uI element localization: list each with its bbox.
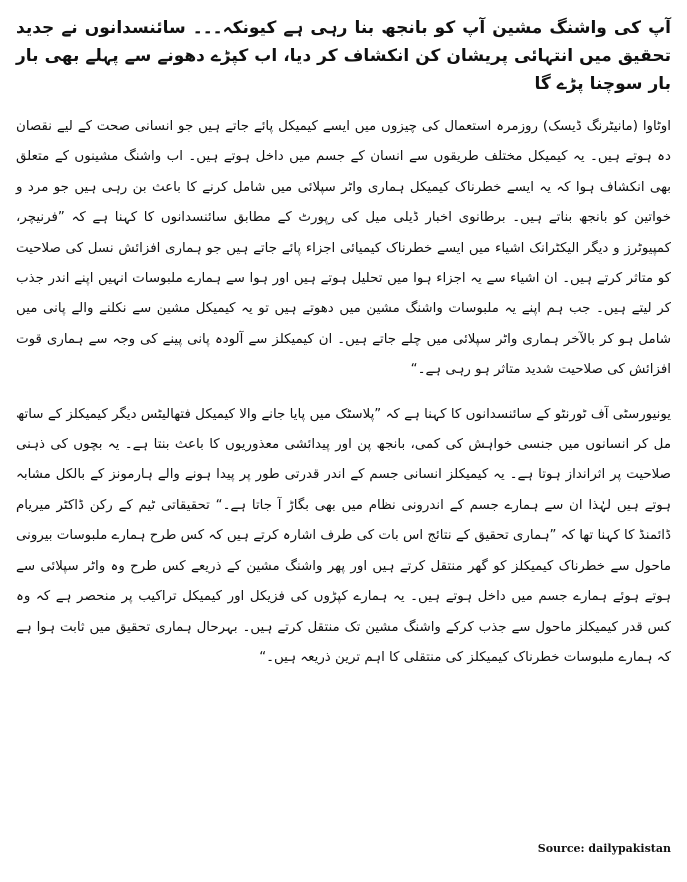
article-paragraph: یونیورسٹی آف ٹورنٹو کے سائنسدانوں کا کہنا ہے کہ ”پلاسٹک میں پایا جانے والا کیمیکل فتھالیٹس دیگر کیمیکلز کے ساتھ مل کر انسانوں میں جنسی خواہش کی کمی، بانجھ پن اور پیدائشی معذوریوں کا باعث بنتا ہے۔ یہ بچوں کی ذہنی صلاحیت پر اثرانداز ہوتا ہے۔ یہ کیمیکلز انسانی جسم کے اندر قدرتی طور پر پیدا ہونے والے ہارمونز کے بالکل مشابہ ہوتے ہیں لہٰذا ان سے ہمارے جسم کے اندرونی نظام میں بھی بگاڑ آ جاتا ہے۔“ تحقیقاتی ٹیم کے رکن ڈاکٹر میریام ڈائمنڈ کا کہنا تھا کہ ”ہماری تحقیق کے نتائج اس بات کی طرف اشارہ کرتے ہیں کہ کس طرح ہمارے ملبوسات بیرونی ماحول سے خطرناک کیمیکلز کو گھر منتقل کرتے ہیں اور پھر واشنگ مشین کے ذریعے کس طرح وہ واٹر سپلائی سے ہوتے ہوئے ہمارے جسم میں داخل ہوتے ہیں۔ یہ ہمارے کپڑوں کی فزیکل اور کیمیکل تراکیب پر منحصر ہے کہ وہ کس قدر کیمیکلز ماحول سے جذب کرکے واشنگ مشین تک منتقل کرتے ہیں۔ بہرحال ہماری تحقیق میں ثابت ہوا ہے کہ ہمارے ملبوسات خطرناک کیمیکلز کی منتقلی کا اہم ترین ذریعہ ہیں۔“ — [16, 406, 671, 665]
article-paragraph: اوٹاوا (مانیٹرنگ ڈیسک) روزمرہ استعمال کی چیزوں میں ایسے کیمیکل پائے جاتے ہیں جو انسانی صحت کے لیے نقصان دہ ہوتے ہیں۔ یہ کیمیکل مختلف طریقوں سے انسان کے جسم میں داخل ہوتے ہیں۔ اب واشنگ مشینوں کے متعلق بھی انکشاف ہوا کہ یہ ایسے خطرناک کیمیکل ہماری واٹر سپلائی میں شامل کرنے کا باعث بن رہی ہیں جو مرد و خواتین کو بانجھ بناتے ہیں۔ برطانوی اخبار ڈیلی میل کی رپورٹ کے مطابق سائنسدانوں کا کہنا ہے کہ ”فرنیچر، کمپیوٹرز و دیگر الیکٹرانک اشیاء میں ایسے خطرناک کیمیائی اجزاء پائے جاتے ہیں جو ہماری افزائش نسل کی صلاحیت کو متاثر کرتے ہیں۔ ان اشیاء سے یہ اجزاء ہوا میں تحلیل ہوتے ہیں اور ہوا سے ہمارے ملبوسات انہیں اپنے اندر جذب کر لیتے ہیں۔ جب ہم اپنے یہ ملبوسات واشنگ مشین میں دھوتے ہیں تو یہ کیمیکل مشین سے نکلنے والے پانی میں شامل ہو کر بالآخر ہماری واٹر سپلائی میں چلے جاتے ہیں۔ ان کیمیکلز سے آلودہ پانی پینے کی وجہ سے ہماری قوت افزائش کی صلاحیت شدید متاثر ہو رہی ہے۔“ — [16, 119, 671, 378]
article-headline: آپ کی واشنگ مشین آپ کو بانجھ بنا رہی ہے کیونکہ۔۔۔ سائنسدانوں نے جدید تحقیق میں انتہائی پریشان کن انکشاف کر دیا، اب کپڑے دھونے سے پہلے بھی بار بار سوچنا پڑے گا — [16, 18, 671, 94]
source-credit: Source: dailypakistan — [537, 842, 671, 855]
